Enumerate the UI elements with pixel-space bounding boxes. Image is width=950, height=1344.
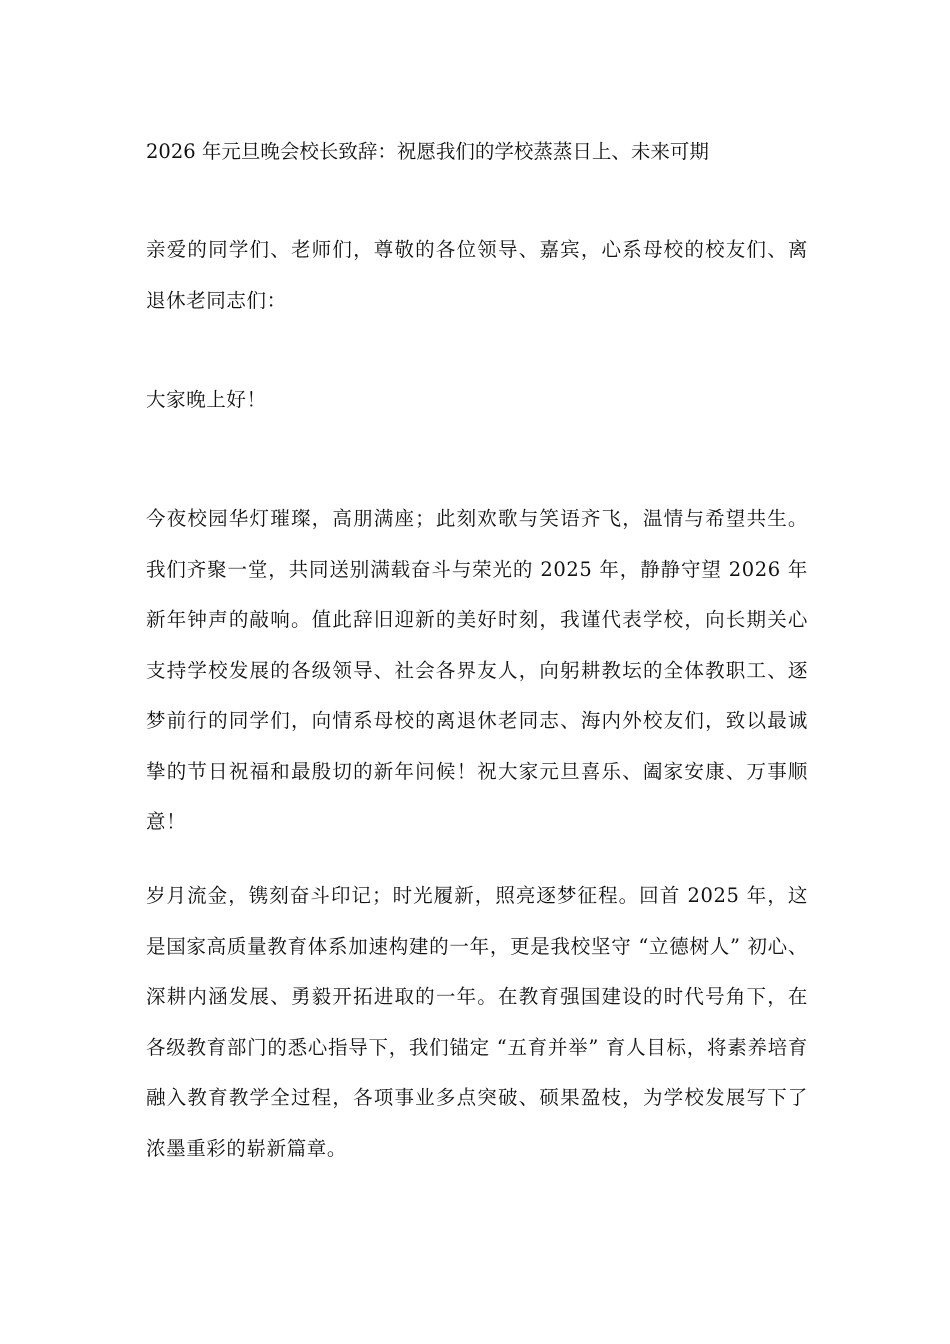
body-paragraph-2: 岁月流金，镌刻奋斗印记；时光履新，照亮逐梦征程。回首 2025 年，这是国家高质量教育体系加速构建的一年，更是我校坚守 “立德树人” 初心、深耕内涵发展、勇毅开拓进取的一年。在教育强国建设的时代号角下，在各级教育部门的悉心指导下，我们锚定 “五育并举” 育人目标，将素养培育融入教育教学全过程，各项事业多点突破、硕果盈枝，为学校发展写下了浓墨重彩的崭新篇章。 bbox=[146, 884, 808, 1160]
greeting-paragraph: 大家晚上好！ bbox=[146, 388, 267, 411]
document-page bbox=[146, 0, 808, 1344]
document-title: 2026 年元旦晚会校长致辞：祝愿我们的学校蒸蒸日上、未来可期 bbox=[146, 140, 709, 163]
body-paragraph-1: 今夜校园华灯璀璨，高朋满座；此刻欢歌与笑语齐飞，温情与希望共生。我们齐聚一堂，共同送别满载奋斗与荣光的 2025 年，静静守望 2026 年新年钟声的敲响。值此辞旧迎新的美好时刻，我谨代表学校，向长期关心支持学校发展的各级领导、社会各界友人，向躬耕教坛的全体教职工、逐梦前行的同学们，向情系母校的离退休老同志、海内外校友们，致以最诚挚的节日祝福和最殷切的新年问候！祝大家元旦喜乐、阖家安康、万事顺意！ bbox=[146, 507, 808, 833]
salutation-paragraph: 亲爱的同学们、老师们，尊敬的各位领导、嘉宾，心系母校的校友们、离退休老同志们： bbox=[146, 238, 808, 312]
